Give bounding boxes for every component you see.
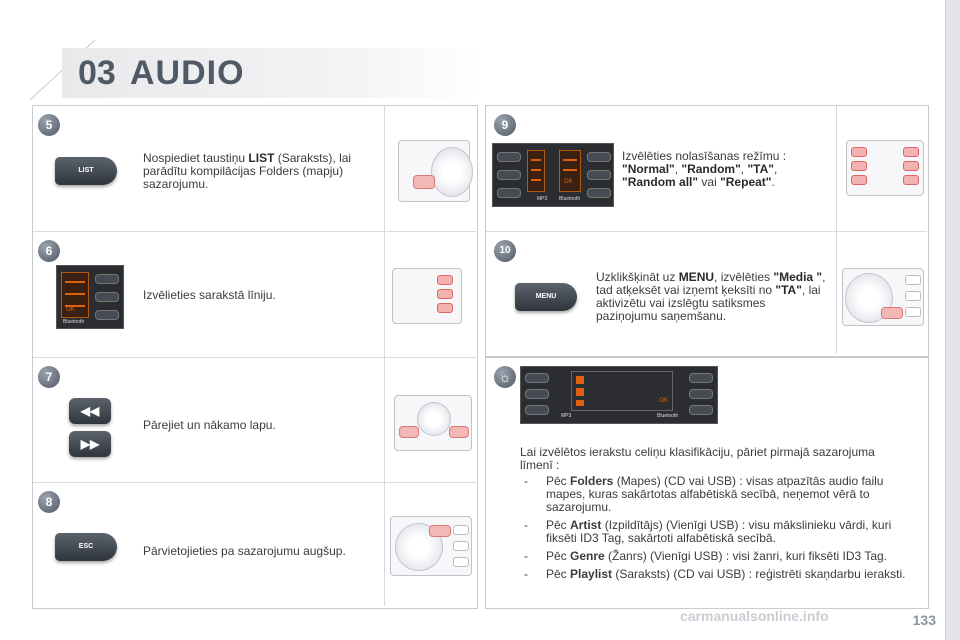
side-key [497, 188, 521, 198]
prev-button-illustration [69, 398, 111, 424]
tip-list-item-text: Pēc Playlist (Saraksts) (CD vai USB) : reģistrēti skaņdarbu ieraksti. [546, 567, 906, 581]
side-key [905, 291, 921, 301]
side-key [497, 170, 521, 180]
display-illustration-6 [56, 265, 124, 329]
tip-list [520, 475, 920, 586]
step-badge-7: 7 [38, 366, 60, 388]
esc-button-label: ESC [78, 543, 94, 550]
side-key [453, 557, 469, 567]
note-icon [576, 388, 584, 396]
side-key-red [903, 175, 919, 185]
step-7-text [143, 419, 371, 432]
side-key [95, 292, 119, 302]
lcd-tree [571, 371, 673, 411]
person-icon [576, 400, 584, 406]
radio-panel-9 [846, 140, 924, 196]
page-edge-bar [945, 0, 960, 640]
highlighted-menu-key [881, 307, 903, 319]
radio-panel-6 [392, 268, 462, 324]
side-key [689, 405, 713, 415]
side-key-red [903, 147, 919, 157]
highlighted-list-key [413, 175, 435, 189]
esc-button-illustration [55, 533, 117, 561]
tip-list-item [520, 475, 920, 514]
side-key [525, 405, 549, 415]
side-key-red [437, 289, 453, 299]
side-key [95, 310, 119, 320]
side-key-red [851, 147, 867, 157]
right-divider [836, 106, 837, 354]
folder-icon [576, 376, 584, 384]
step-6-text [143, 289, 371, 302]
radio-panel-10 [842, 268, 924, 326]
rewind-icon: ◀◀ [80, 404, 100, 418]
step-7-text-content: Pārejiet un nākamo lapu. [143, 418, 276, 432]
menu-button-illustration [515, 283, 577, 311]
list-dash: - [524, 518, 528, 532]
lcd-mode-right [559, 150, 581, 192]
bluetooth-label: Bluetooth [657, 413, 679, 419]
step-9-text [622, 150, 827, 189]
lcd-list [61, 272, 89, 318]
page-number: 133 [912, 612, 936, 628]
tip-list-item [520, 519, 920, 545]
tip-icon: ☼ [494, 366, 516, 388]
bluetooth-label: Bluetooth [559, 196, 581, 202]
side-key [525, 389, 549, 399]
title-band [62, 48, 482, 98]
radio-panel-8 [390, 516, 472, 576]
section-number: 03 [78, 54, 116, 92]
step-8-text-content: Pārvietojieties pa sazarojumu augšup. [143, 544, 346, 558]
bluetooth-label: Bluetooth [63, 319, 85, 325]
ok-label: OK [564, 179, 573, 185]
radio-panel-7 [394, 395, 472, 451]
list-button-label: LIST [78, 167, 94, 174]
next-button-illustration [69, 431, 111, 457]
volume-knob [431, 147, 473, 197]
center-knob [417, 402, 451, 436]
tip-list-item-text: Pēc Folders (Mapes) (CD vai USB) : visas atpazītās audio failu mapes, kuras sakārtotas alfabētiskā secībā, neņemot vērā to sazarojumu. [546, 474, 884, 514]
step-10-text [596, 271, 828, 323]
tip-intro: Lai izvēlētos ierakstu celiņu klasifikāciju, pāriet pirmajā sazarojuma līmenī : [520, 445, 875, 472]
side-key-red [903, 161, 919, 171]
tip-list-item [520, 568, 920, 581]
side-key [525, 373, 549, 383]
display-illustration-tip [520, 366, 718, 424]
ok-label: OK [66, 307, 75, 313]
list-button-illustration [55, 157, 117, 185]
step-5-text-content: Nospiediet taustiņu LIST (Saraksts), lai parādītu kompilācijas Folders (mapju) sazarojumu. [143, 151, 352, 191]
side-key [905, 307, 921, 317]
menu-button-label: MENU [535, 293, 557, 300]
side-key-red [437, 275, 453, 285]
side-key [905, 275, 921, 285]
side-key [587, 152, 611, 162]
side-key [453, 525, 469, 535]
row-separator [33, 357, 476, 358]
mp3-label: MP3 [537, 196, 548, 202]
list-dash: - [524, 567, 528, 581]
list-dash: - [524, 474, 528, 488]
display-illustration-9 [492, 143, 614, 207]
highlighted-prev-key [399, 426, 419, 438]
step-5-text [143, 152, 371, 191]
ok-label: OK [659, 398, 668, 404]
side-key-red [437, 303, 453, 313]
highlighted-esc-key [429, 525, 451, 537]
side-key-red [851, 161, 867, 171]
tip-list-item-text: Pēc Artist (Izpildītājs) (Vienīgi USB) : visu mākslinieku vārdi, kuri fiksēti ID3 Tag, sakārtoti alfabētiskā secībā. [546, 518, 892, 545]
step-badge-9: 9 [494, 114, 516, 136]
row-separator [33, 231, 476, 232]
row-separator [486, 231, 927, 232]
list-dash: - [524, 549, 528, 563]
tip-list-item [520, 550, 920, 563]
side-key [587, 188, 611, 198]
side-key [587, 170, 611, 180]
side-key [95, 274, 119, 284]
side-key [689, 389, 713, 399]
radio-panel-5 [398, 140, 470, 202]
mp3-label: MP3 [561, 413, 572, 419]
step-10-text-content: Uzklikšķināt uz MENU, izvēlēties "Media ", tad atķeksēt vai izņemt ķeksīti no "TA", lai aktivizētu vai izslēgtu satiksmes paziņojumu saņemšanu. [596, 270, 826, 323]
side-key [453, 541, 469, 551]
lcd-mode-left [527, 150, 545, 192]
step-badge-6: 6 [38, 240, 60, 262]
step-badge-8: 8 [38, 491, 60, 513]
step-badge-5: 5 [38, 114, 60, 136]
left-divider [384, 106, 385, 606]
watermark: carmanualsonline.info [680, 608, 829, 624]
side-key-red [851, 175, 867, 185]
section-title: AUDIO [130, 54, 245, 92]
row-separator [33, 482, 476, 483]
highlighted-next-key [449, 426, 469, 438]
fast-forward-icon: ▶▶ [80, 437, 100, 451]
tip-list-item-text: Pēc Genre (Žanrs) (Vienīgi USB) : visi žanri, kuri fiksēti ID3 Tag. [546, 549, 888, 563]
step-9-text-content: Izvēlēties nolasīšanas režīmu : "Normal", "Random", "TA", "Random all" vai "Repeat". [622, 149, 787, 189]
step-8-text [143, 545, 371, 558]
step-6-text-content: Izvēlieties sarakstā līniju. [143, 288, 276, 302]
side-key [689, 373, 713, 383]
step-badge-10: 10 [494, 240, 516, 262]
side-key [497, 152, 521, 162]
